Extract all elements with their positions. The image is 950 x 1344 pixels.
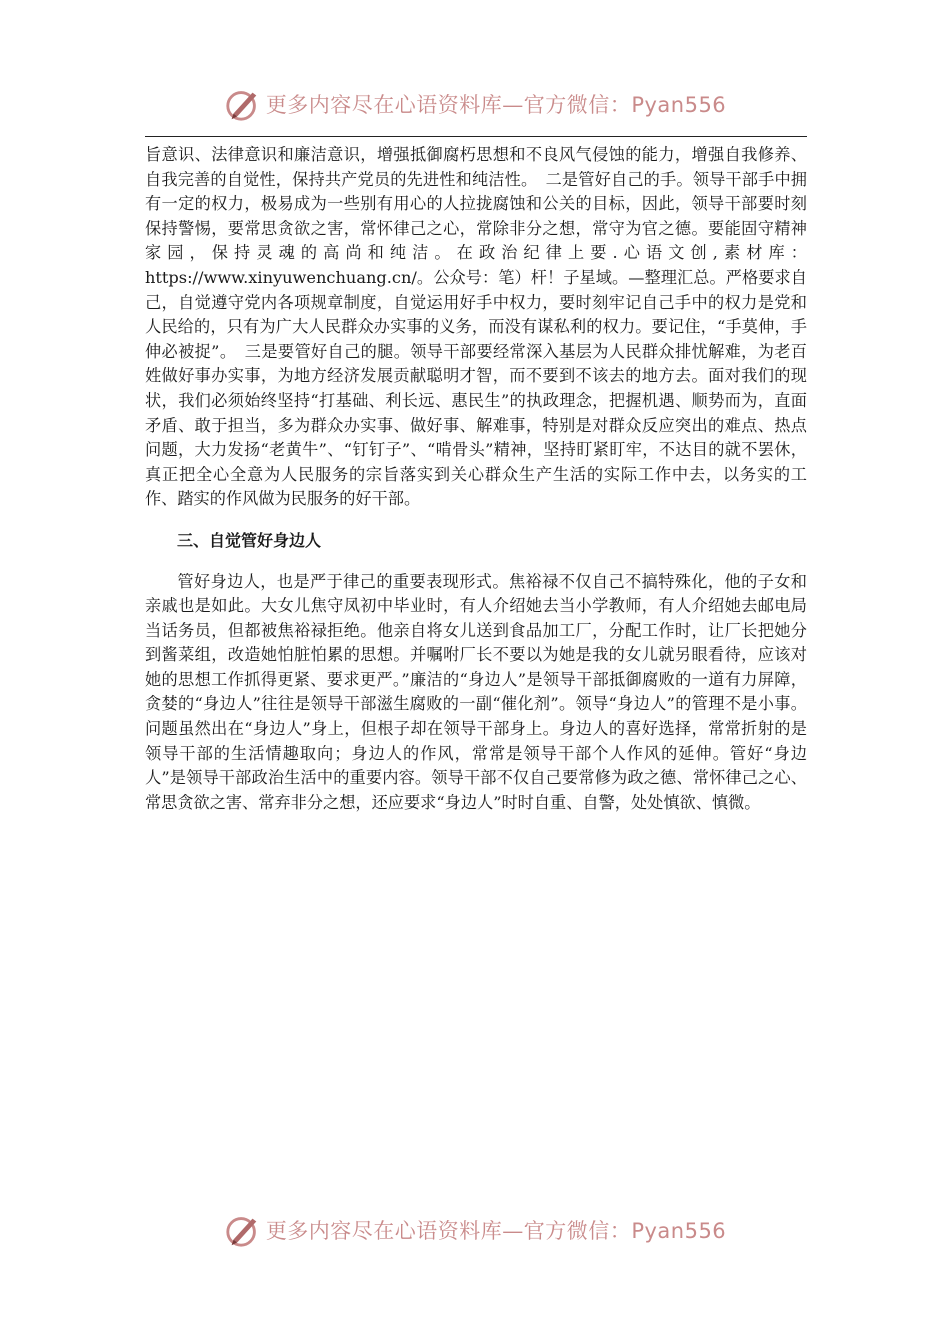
body-paragraph: 旨意识、法律意识和廉洁意识，增强抵御腐朽思想和不良风气侵蚀的能力，增强自我修养、自我完善的自觉性，保持共产党员的先进性和纯洁性。 二是管好自己的手。领导干部手中拥有一定的权力，极易成为一些别有用心的人拉拢腐蚀和公关的目标，因此，领导干部要时刻保持警惕，要常思贪欲之害，常怀律己之心，常除非分之想，常守为官之德。要能固守精神家园，保持灵魂的高尚和纯洁。在政治纪律上要.心语文创,素材库：https://www.xinyuwenchuang.cn/。公众号：笔）杆！子星域。—整理汇总。严格要求自己，自觉遵守党内各项规章制度，自觉运用好手中权力，要时刻牢记自己手中的权力是党和人民给的，只有为广大人民群众办实事的义务，而没有谋私利的权力。要记住，“手莫伸，手伸必被捉”。 三是要管好自己的腿。领导干部要经常深入基层为人民群众排忧解难，为老百姓做好事办实事，为地方经济发展贡献聪明才智，而不要到不该去的地方去。面对我们的现状，我们必须始终坚持“打基础、利长远、惠民生”的执政理念，把握机遇、顺势而为，直面矛盾、敢于担当，多为群众办实事、做好事、解难事，特别是对群众反应突出的难点、热点问题，大力发扬“老黄牛”、“钉钉子”、“啃骨头”精神，坚持盯紧盯牢，不达目的就不罢休，真正把全心全意为人民服务的宗旨落实到关心群众生产生活的实际工作中去，以务实的工作、踏实的作风做为民服务的好干部。 <box>145 145 807 509</box>
document-body <box>145 143 807 815</box>
pen-logo-icon <box>224 85 262 123</box>
pen-logo-icon <box>224 1211 262 1249</box>
header-watermark <box>0 84 950 124</box>
body-paragraph: 管好身边人，也是严于律己的重要表现形式。焦裕禄不仅自己不搞特殊化，他的子女和亲戚也是如此。大女儿焦守凤初中毕业时，有人介绍她去当小学教师，有人介绍她去邮电局当话务员，但都被焦裕禄拒绝。他亲自将女儿送到食品加工厂，分配工作时，让厂长把她分到酱菜组，改造她怕脏怕累的思想。并嘱咐厂长不要以为她是我的女儿就另眼看待，应该对她的思想工作抓得更紧、要求更严。”廉洁的“身边人”是领导干部抵御腐败的一道有力屏障，贪婪的“身边人”往往是领导干部滋生腐败的一副“催化剂”。领导“身边人”的管理不是小事。问题虽然出在“身边人”身上，但根子却在领导干部身上。身边人的喜好选择，常常折射的是领导干部的生活情趣取向；身边人的作风，常常是领导干部个人作风的延伸。管好“身边人”是领导干部政治生活中的重要内容。领导干部不仅自己要常修为政之德、常怀律己之心、常思贪欲之害、常弃非分之想，还应要求“身边人”时时自重、自警，处处慎欲、慎微。 <box>145 571 807 812</box>
footer-watermark <box>0 1210 950 1250</box>
header-rule <box>145 136 807 137</box>
watermark-text: 更多内容尽在心语资料库—官方微信：Pyan556 <box>265 93 727 117</box>
watermark-text: 更多内容尽在心语资料库—官方微信：Pyan556 <box>265 1219 727 1243</box>
section-heading: 三、自觉管好身边人 <box>177 530 322 550</box>
